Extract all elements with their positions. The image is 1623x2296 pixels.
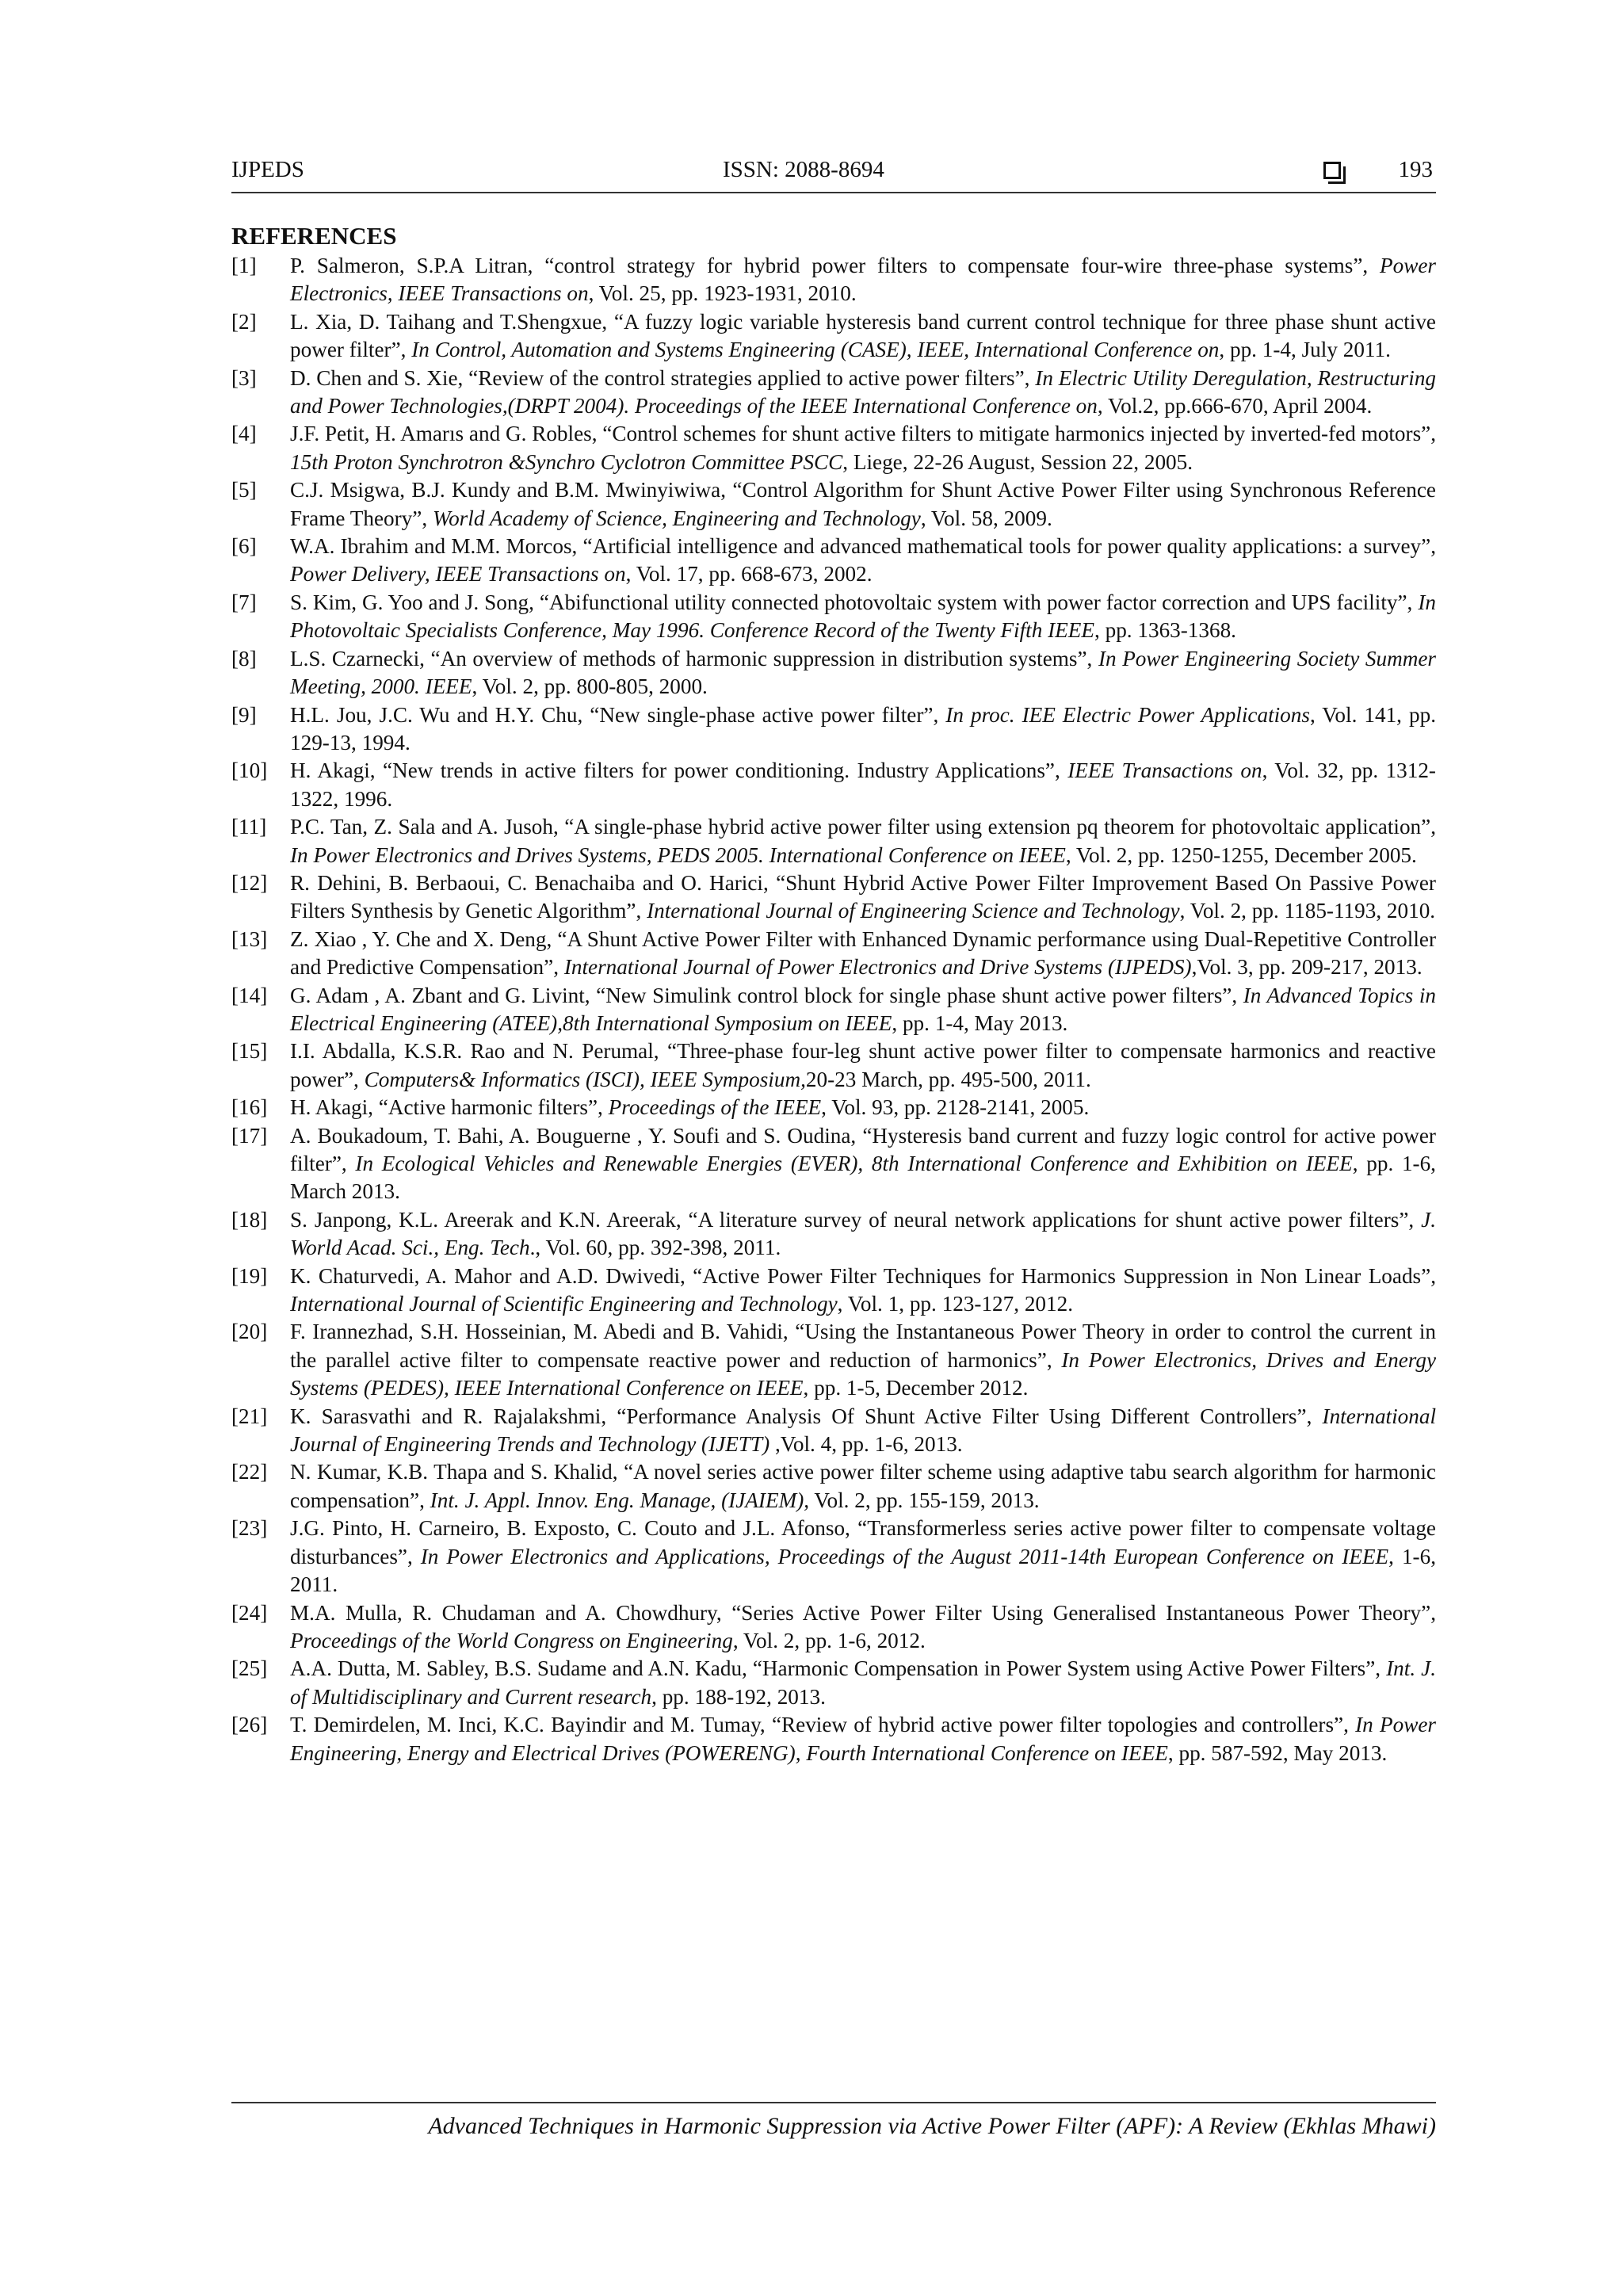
reference-segment: P. Salmeron, S.P.A Litran, “control strategy for hybrid power filters to compensate four-wire three-phase systems”, [290, 254, 1381, 277]
reference-segment: , pp. 1363-1368. [1094, 618, 1236, 643]
reference-segment: , Vol. 2, pp. 1250-1255, December 2005. [1065, 842, 1417, 867]
reference-item [231, 1711, 1436, 1767]
reference-segment: 20-23 March, pp. 495-500, 2011. [805, 1067, 1091, 1091]
reference-item [231, 926, 1436, 982]
reference-segment: , Vol. 2, pp. 800-805, 2000. [472, 674, 708, 699]
reference-segment: , Vol. 141, pp. 129-13, 1994. [290, 702, 1436, 755]
reference-number: [17] [231, 1123, 268, 1148]
reference-segment: S. Kim, G. Yoo and J. Song, “Abifunctional utility connected photovoltaic system with power factor correction and UPS facility”, [290, 590, 1419, 614]
reference-segment: , pp. 1-4, July 2011. [1219, 338, 1391, 362]
reference-item [231, 252, 1436, 308]
reference-source: Power Electronics, IEEE Transactions on [290, 254, 1436, 306]
reference-item [231, 1318, 1436, 1402]
reference-segment: K. Chaturvedi, A. Mahor and A.D. Dwivedi, “Active Power Filter Techniques for Harmonics Suppression in Non Linear Loads”, [290, 1263, 1436, 1288]
reference-text [290, 1122, 1436, 1206]
reference-source: In Power Electronics, Drives and Energy Systems (PEDES), IEEE International Conference on IEEE [290, 1347, 1437, 1400]
reference-segment: , Vol. 25, pp. 1923-1931, 2010. [588, 281, 857, 306]
reference-text [290, 1458, 1436, 1515]
reference-text [290, 365, 1436, 421]
reference-segment: D. Chen and S. Xie, “Review of the control strategies applied to active power filters”, [290, 365, 1036, 390]
reference-segment: , Vol. 2, pp. 1185-1193, 2010. [1179, 899, 1436, 923]
reference-segment: , pp. 587-592, May 2013. [1167, 1740, 1388, 1765]
reference-segment: W.A. Ibrahim and M.M. Morcos, “Artificial intelligence and advanced mathematical tools for power quality applications: a survey”, [290, 534, 1436, 559]
reference-segment: I.I. Abdalla, K.S.R. Rao and N. Perumal, “Three-phase four-leg shunt active power filter to compensate harmonics and reactive power”, [290, 1039, 1436, 1091]
reference-source: In Ecological Vehicles and Renewable Energies (EVER), 8th International Conference and Exhibition on IEEE [355, 1152, 1353, 1175]
reference-segment: , 1-6, 2011. [290, 1544, 1436, 1597]
reference-segment: P.C. Tan, Z. Sala and A. Jusoh, “A single-phase hybrid active power filter using extension pq theorem for photovoltaic application”, [290, 815, 1436, 839]
reference-segment: , Liege, 22-26 August, Session 22, 2005. [842, 449, 1193, 474]
reference-text [290, 1263, 1436, 1319]
reference-item [231, 1037, 1436, 1094]
reference-item [231, 645, 1436, 701]
reference-source: In Electric Utility Deregulation, Restructuring and Power Technologies,(DRPT 2004). Proceedings of the IEEE International Conference on [290, 365, 1437, 418]
reference-text [290, 1206, 1436, 1263]
reference-text [290, 476, 1436, 533]
reference-segment: , Vol.2, pp.666-670, April 2004. [1097, 394, 1373, 418]
reference-number: [20] [231, 1320, 268, 1344]
reference-item [231, 589, 1436, 645]
reference-text [290, 645, 1436, 701]
reference-text [290, 869, 1436, 926]
running-header [231, 157, 1436, 193]
reference-segment: R. Dehini, B. Berbaoui, C. Benachaiba and O. Harici, “Shunt Hybrid Active Power Filter Improvement Based On Passive Power Filters Synthesis by Genetic Algorithm”, [290, 870, 1436, 923]
reference-segment: L. Xia, D. Taihang and T.Shengxue, “A fuzzy logic variable hysteresis band current control technique for three phase shunt active power filter”, [290, 309, 1436, 362]
reference-segment: A.A. Dutta, M. Sabley, B.S. Sudame and A.N. Kadu, “Harmonic Compensation in Power System using Active Power Filters”, [290, 1656, 1387, 1681]
references-heading: REFERENCES [231, 222, 397, 250]
reference-item [231, 533, 1436, 589]
reference-number: [14] [231, 983, 268, 1007]
reference-segment: , pp. 1-4, May 2013. [892, 1010, 1068, 1035]
reference-number: [15] [231, 1039, 268, 1064]
reference-text [290, 252, 1436, 308]
reference-text [290, 757, 1436, 813]
reference-number: [5] [231, 478, 257, 502]
reference-source: International Journal of Engineering Science and Technology [647, 899, 1180, 923]
reference-item [231, 476, 1436, 533]
reference-text [290, 926, 1436, 982]
reference-text [290, 701, 1436, 758]
reference-text [290, 308, 1436, 365]
reference-item [231, 1599, 1436, 1656]
reference-item [231, 982, 1436, 1038]
reference-source: Int. J. Appl. Innov. Eng. Manage, (IJAIEM), [430, 1488, 810, 1512]
reference-segment: ., Vol. 60, pp. 392-398, 2011. [529, 1236, 781, 1260]
reference-source: Computers& Informatics (ISCI), IEEE Symposium, [364, 1067, 806, 1091]
reference-segment: J.G. Pinto, H. Carneiro, B. Exposto, C. Couto and J.L. Afonso, “Transformerless series active power filter to compensate voltage disturbances”, [290, 1516, 1436, 1568]
reference-source: Proceedings of the World Congress on Engineering [290, 1628, 733, 1652]
reference-source: In Advanced Topics in Electrical Engineering (ATEE),8th International Symposium on IEEE [290, 983, 1436, 1035]
reference-segment: A. Boukadoum, T. Bahi, A. Bouguerne , Y. Soufi and S. Oudina, “Hysteresis band current and fuzzy logic control for active power filter”, [290, 1123, 1436, 1175]
reference-source: In Power Electronics and Applications, Proceedings of the August 2011-14th European Conference on IEEE [420, 1544, 1389, 1568]
reference-number: [16] [231, 1095, 268, 1120]
reference-source: Power Delivery, IEEE Transactions on [290, 562, 626, 586]
reference-source: J. World Acad. Sci., Eng. Tech [290, 1207, 1436, 1260]
reference-item [231, 1094, 1436, 1121]
page-number: 193 [1398, 157, 1433, 182]
reference-text [290, 1318, 1436, 1402]
reference-source: In Power Engineering Society Summer Meeting, 2000. IEEE [290, 646, 1436, 699]
reference-text [290, 1094, 1436, 1121]
reference-text [290, 420, 1436, 476]
reference-segment: N. Kumar, K.B. Thapa and S. Khalid, “A novel series active power filter scheme using adaptive tabu search algorithm for harmonic compensation”, [290, 1460, 1436, 1512]
reference-segment: , Vol. 1, pp. 123-127, 2012. [837, 1292, 1073, 1316]
reference-source: Int. J. of Multidisciplinary and Current research [290, 1656, 1436, 1709]
reference-text [290, 1655, 1436, 1711]
reference-segment: J.F. Petit, H. Amarıs and G. Robles, “Control schemes for shunt active filters to mitigate harmonics injected by inverted-fed motors”, [290, 422, 1437, 446]
reference-text [290, 1515, 1436, 1599]
reference-segment: M.A. Mulla, R. Chudaman and A. Chowdhury, “Series Active Power Filter Using Generalised Instantaneous Power Theory”, [290, 1600, 1436, 1625]
reference-number: [22] [231, 1460, 268, 1484]
journal-name: IJPEDS [231, 157, 304, 182]
reference-number: [24] [231, 1600, 268, 1625]
reference-source: World Academy of Science, Engineering and Technology [432, 506, 921, 530]
reference-segment: , Vol. 93, pp. 2128-2141, 2005. [821, 1095, 1090, 1120]
reference-segment: Vol. 2, pp. 155-159, 2013. [809, 1488, 1040, 1512]
reference-segment: H. Akagi, “New trends in active filters for power conditioning. Industry Applications”, [290, 758, 1068, 783]
reference-segment: H.L. Jou, J.C. Wu and H.Y. Chu, “New single-phase active power filter”, [290, 702, 946, 727]
reference-text [290, 1403, 1436, 1459]
reference-segment: Z. Xiao , Y. Che and X. Deng, “A Shunt Active Power Filter with Enhanced Dynamic performance using Dual-Repetitive Controller and Predictive Compensation”, [290, 926, 1436, 980]
reference-list [231, 252, 1436, 1767]
reference-source: International Journal of Scientific Engineering and Technology [290, 1292, 838, 1316]
reference-number: [11] [231, 815, 267, 839]
reference-item [231, 1206, 1436, 1263]
reference-item [231, 1458, 1436, 1515]
reference-text [290, 982, 1436, 1038]
reference-number: [26] [231, 1713, 268, 1737]
reference-segment: H. Akagi, “Active harmonic filters”, [290, 1095, 609, 1120]
reference-item [231, 420, 1436, 476]
reference-item [231, 757, 1436, 813]
reference-segment: K. Sarasvathi and R. Rajalakshmi, “Performance Analysis Of Shunt Active Filter Using Different Controllers”, [290, 1404, 1323, 1428]
running-footer: Advanced Techniques in Harmonic Suppression via Active Power Filter (APF): A Review (Ekhlas Mhawi) [231, 2102, 1436, 2140]
reference-text [290, 1037, 1436, 1094]
reference-source: 15th Proton Synchrotron &Synchro Cyclotron Committee PSCC [290, 449, 843, 474]
reference-source: In Photovoltaic Specialists Conference, May 1996. Conference Record of the Twenty Fifth IEEE [290, 590, 1436, 643]
square-bullet-icon [1323, 162, 1341, 179]
reference-text [290, 1711, 1436, 1767]
reference-source: In Power Engineering, Energy and Electrical Drives (POWERENG), Fourth International Conference on IEEE [290, 1713, 1436, 1765]
reference-number: [19] [231, 1263, 268, 1288]
issn: ISSN: 2088-8694 [723, 157, 884, 182]
reference-segment: C.J. Msigwa, B.J. Kundy and B.M. Mwinyiwiwa, “Control Algorithm for Shunt Active Power Filter using Synchronous Reference Frame Theory”, [290, 478, 1436, 530]
reference-number: [6] [231, 534, 257, 559]
reference-item [231, 1655, 1436, 1711]
reference-number: [10] [231, 758, 268, 783]
reference-number: [12] [231, 870, 268, 895]
reference-segment: , Vol. 17, pp. 668-673, 2002. [625, 562, 873, 586]
reference-number: [25] [231, 1656, 268, 1681]
reference-segment: , Vol. 58, 2009. [920, 506, 1052, 530]
reference-item [231, 1263, 1436, 1319]
reference-segment: ,Vol. 4, pp. 1-6, 2013. [769, 1432, 963, 1457]
reference-item [231, 1403, 1436, 1459]
reference-number: [2] [231, 309, 257, 334]
reference-item [231, 1515, 1436, 1599]
reference-source: IEEE Transactions on [1067, 758, 1262, 783]
reference-source: In proc. IEE Electric Power Applications [945, 702, 1310, 727]
reference-segment: G. Adam , A. Zbant and G. Livint, “New Simulink control block for single phase shunt active power filters”, [290, 983, 1243, 1007]
reference-number: [9] [231, 702, 257, 727]
reference-item [231, 1122, 1436, 1206]
reference-source: In Control, Automation and Systems Engineering (CASE), IEEE, International Conference on [411, 338, 1220, 362]
reference-segment: , Vol. 2, pp. 1-6, 2012. [732, 1628, 926, 1652]
reference-number: [13] [231, 926, 268, 951]
reference-source: In Power Electronics and Drives Systems, PEDS 2005. International Conference on IEEE [290, 842, 1066, 867]
reference-text [290, 813, 1436, 869]
reference-number: [23] [231, 1516, 268, 1541]
reference-segment: T. Demirdelen, M. Inci, K.C. Bayindir and M. Tumay, “Review of hybrid active power filter topologies and controllers”, [290, 1713, 1356, 1737]
reference-number: [21] [231, 1404, 268, 1428]
reference-number: [7] [231, 590, 257, 614]
reference-item [231, 308, 1436, 365]
reference-source: International Journal of Engineering Trends and Technology (IJETT) [290, 1404, 1436, 1457]
reference-item [231, 869, 1436, 926]
reference-item [231, 813, 1436, 869]
reference-segment: F. Irannezhad, S.H. Hosseinian, M. Abedi and B. Vahidi, “Using the Instantaneous Power Theory in order to control the current in the parallel active filter to compensate reactive power and reduction of harmonics”, [290, 1320, 1436, 1372]
reference-source: International Journal of Power Electronics and Drive Systems (IJPEDS) [563, 955, 1192, 980]
reference-item [231, 701, 1436, 758]
reference-text [290, 589, 1436, 645]
reference-item [231, 365, 1436, 421]
reference-text [290, 1599, 1436, 1656]
reference-segment: , Vol. 32, pp. 1312-1322, 1996. [290, 758, 1436, 811]
reference-number: [8] [231, 646, 257, 670]
reference-number: [1] [231, 254, 257, 277]
reference-segment: , pp. 1-6, March 2013. [290, 1152, 1436, 1204]
reference-segment: ,Vol. 3, pp. 209-217, 2013. [1191, 955, 1423, 980]
reference-segment: S. Janpong, K.L. Areerak and K.N. Areerak, “A literature survey of neural network applications for shunt active power filters”, [290, 1207, 1422, 1232]
reference-segment: , pp. 188-192, 2013. [651, 1684, 826, 1709]
reference-segment: L.S. Czarnecki, “An overview of methods of harmonic suppression in distribution systems”, [290, 646, 1098, 670]
reference-source: Proceedings of the IEEE [608, 1095, 822, 1120]
reference-number: [3] [231, 365, 257, 390]
reference-number: [4] [231, 422, 257, 446]
reference-segment: , pp. 1-5, December 2012. [803, 1376, 1029, 1400]
reference-text [290, 533, 1436, 589]
reference-number: [18] [231, 1207, 268, 1232]
